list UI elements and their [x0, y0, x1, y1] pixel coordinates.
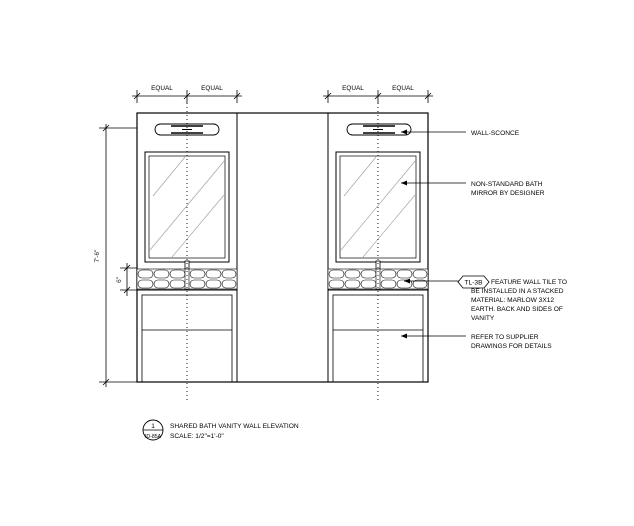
dim-equal-label: EQUAL: [392, 85, 414, 92]
dim-equal-label: EQUAL: [151, 85, 173, 92]
note-mirror-line2: MIRROR BY DESIGNER: [471, 190, 545, 197]
drawing-scale: SCALE: 1/2"=1'-0": [170, 433, 224, 440]
note-tile-line3: MATERIAL: MARLOW 3X12: [471, 297, 555, 304]
note-tile-line1: FEATURE WALL TILE TO: [491, 279, 567, 286]
detail-callout-symbol: [143, 420, 163, 440]
dim-equal-label: EQUAL: [342, 85, 364, 92]
dimension-equal-right: [323, 90, 433, 103]
dim-equal-label: EQUAL: [201, 85, 223, 92]
dimension-equal-left: [132, 90, 242, 103]
note-tile-line5: VANITY: [471, 315, 495, 322]
tile-tag-badge: [458, 276, 489, 288]
dim-height-total-label: 7'-6": [94, 249, 101, 263]
wall-sconce-left: [155, 124, 219, 135]
detail-sheet-ref: ID-85A: [144, 434, 162, 440]
note-tile-line2: BE INSTALLED IN A STACKED: [471, 288, 564, 295]
dimension-height-total: [99, 124, 137, 387]
note-cabinet-line1: REFER TO SUPPLIER: [471, 334, 539, 341]
drawing-title: SHARED BATH VANITY WALL ELEVATION: [170, 423, 299, 430]
detail-number: 1: [151, 423, 155, 430]
note-tile-line4: EARTH. BACK AND SIDES OF: [471, 306, 563, 313]
dim-height-tile-label: 6": [116, 277, 123, 283]
tile-tag-label: TL-3B: [464, 279, 483, 287]
wall-sconce-right: [347, 124, 411, 135]
note-mirror-line1: NON-STANDARD BATH: [471, 181, 543, 188]
note-cabinet-line2: DRAWINGS FOR DETAILS: [471, 343, 552, 350]
note-wall-sconce: WALL-SCONCE: [471, 130, 520, 137]
